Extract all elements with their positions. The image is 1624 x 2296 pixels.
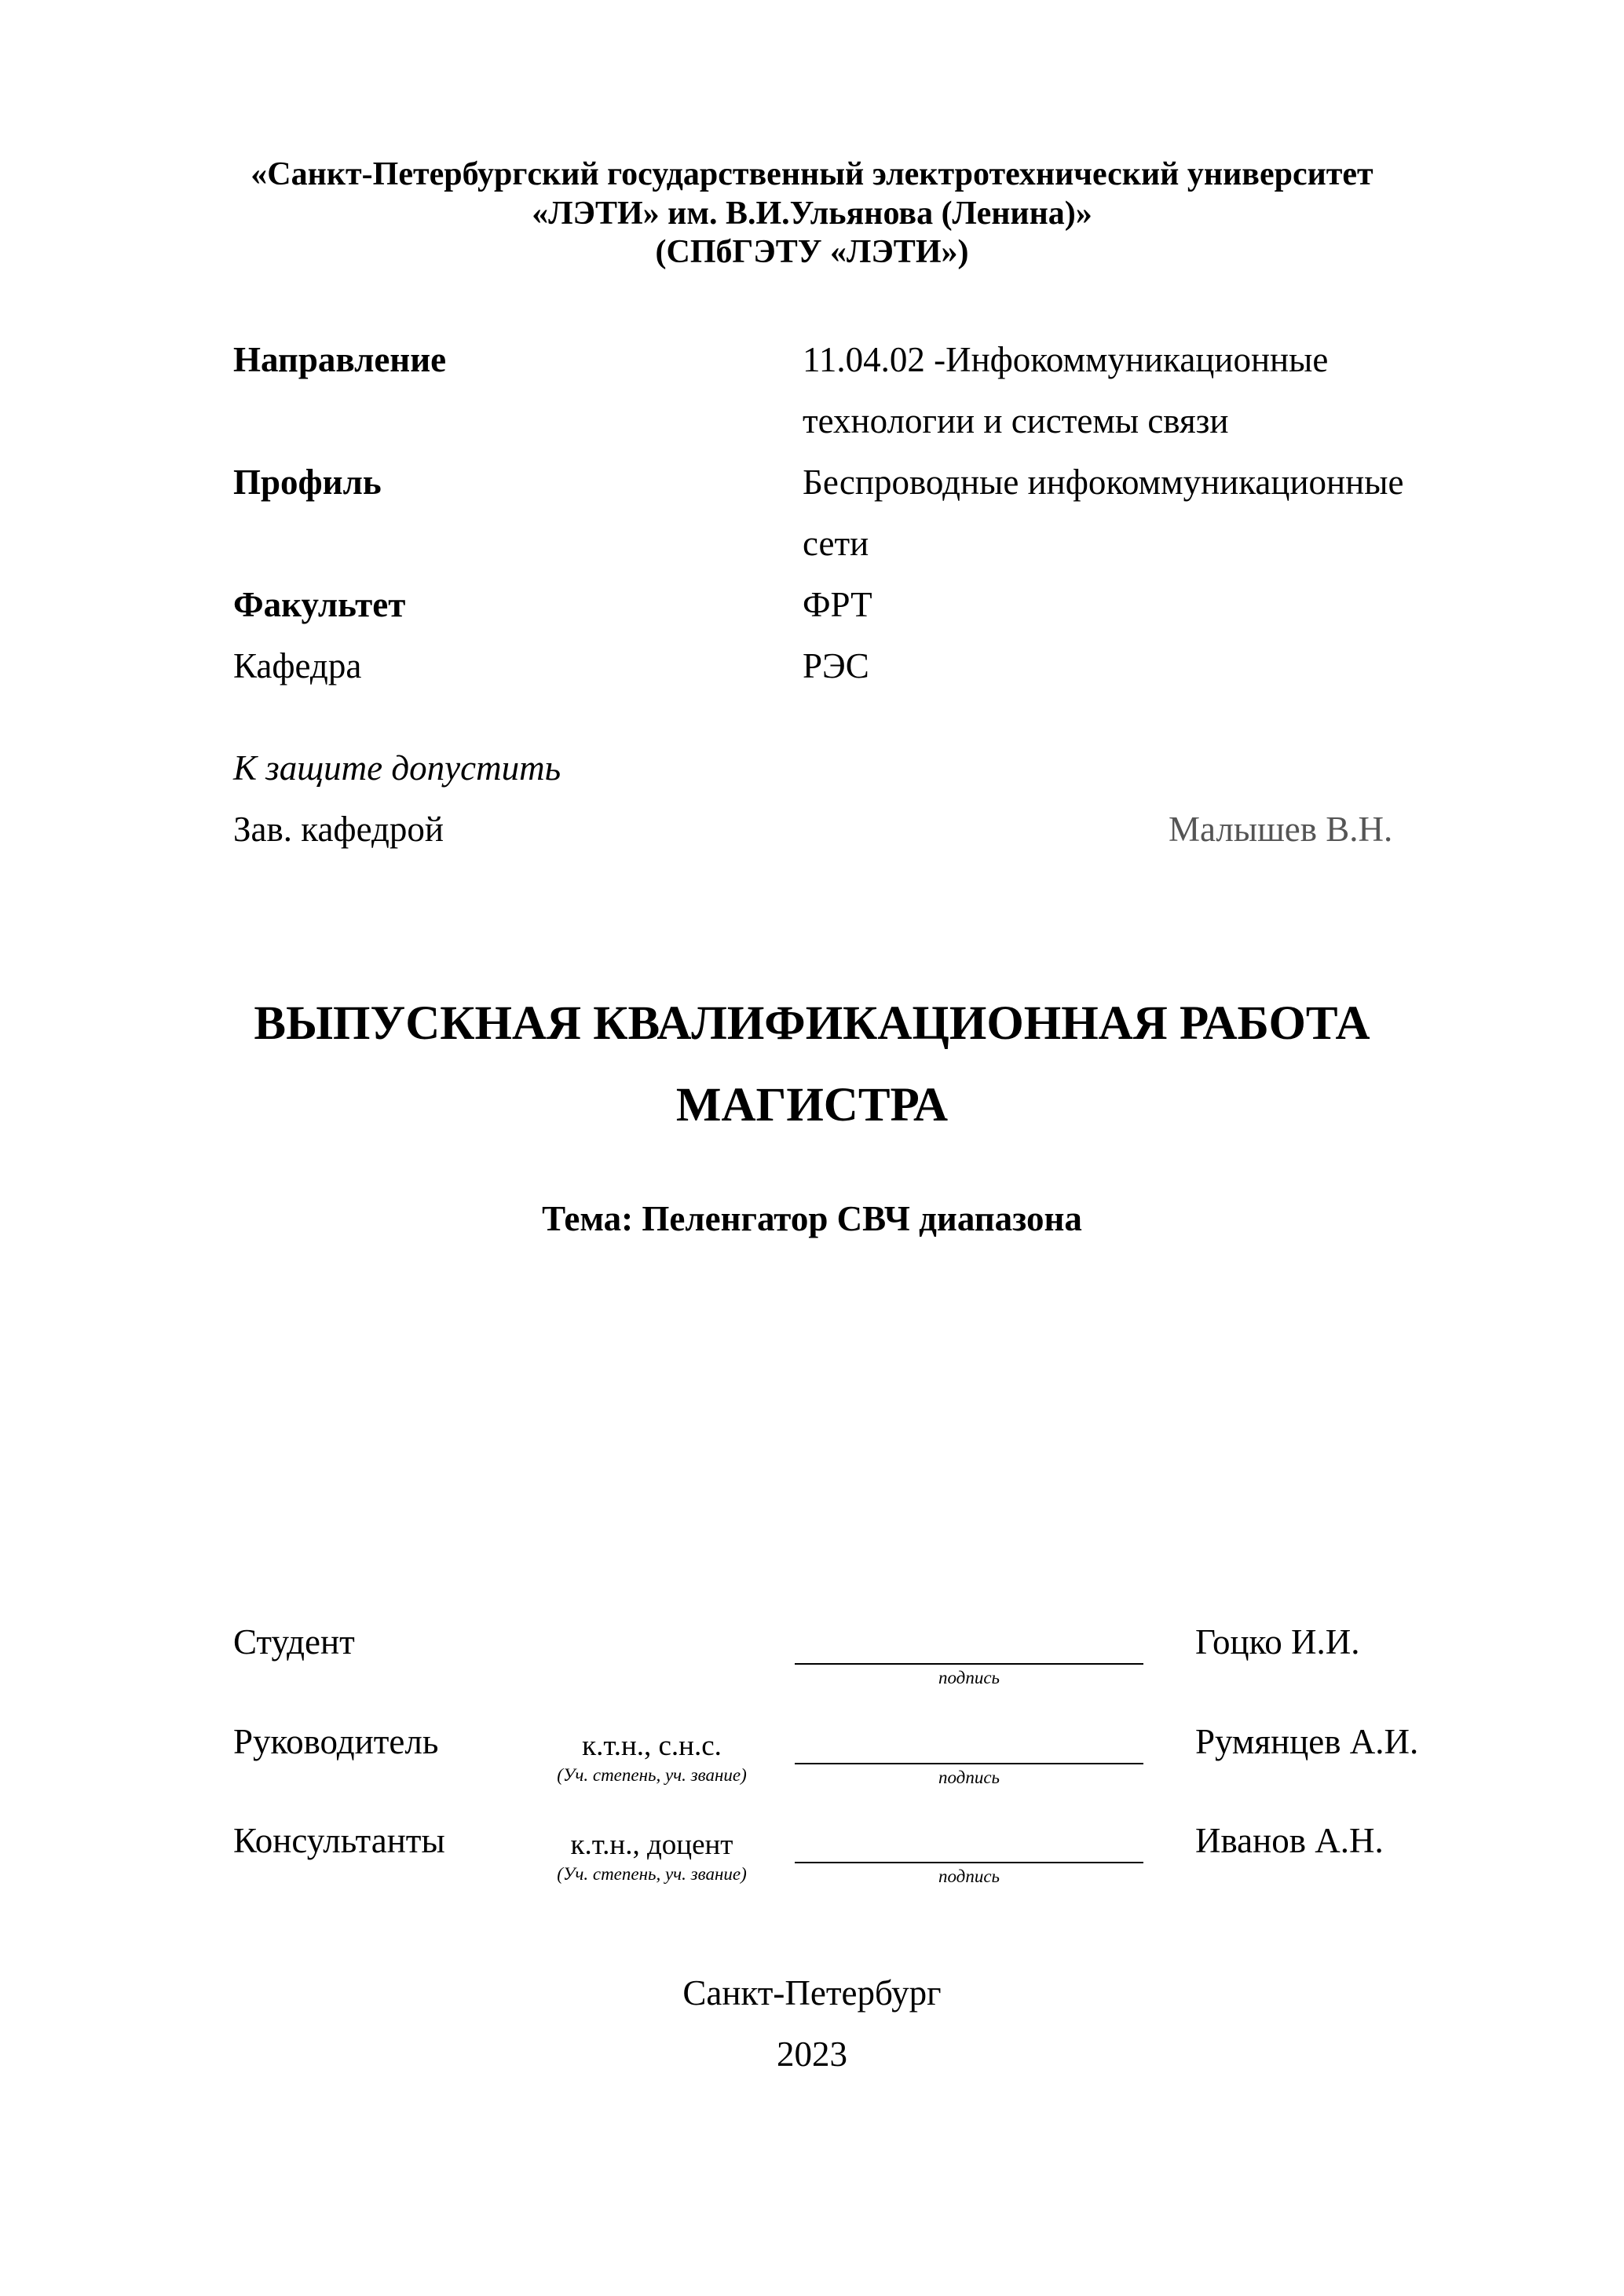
thesis-title <box>0 983 1624 1146</box>
supervisor-signature-line <box>795 1763 1143 1764</box>
consultant-signature-caption: подпись <box>938 1866 1000 1886</box>
supervisor-name: Румянцев А.И. <box>1195 1722 1419 1761</box>
consultant-degree-caption: (Уч. степень, уч. звание) <box>557 1864 747 1884</box>
direction-value-line2: технологии и системы связи <box>803 401 1229 441</box>
supervisor-signature-caption: подпись <box>938 1768 1000 1787</box>
consultant-signature-line <box>795 1862 1143 1863</box>
department-value: РЭС <box>803 646 869 686</box>
department-label: Кафедра <box>233 646 362 686</box>
student-role: Студент <box>233 1622 355 1662</box>
student-signature-line <box>795 1663 1143 1665</box>
year: 2023 <box>777 2035 847 2074</box>
university-abbreviation: (СПбГЭТУ «ЛЭТИ») <box>655 234 969 271</box>
university-name-line2: «ЛЭТИ» им. В.И.Ульянова (Ленина)» <box>532 195 1092 232</box>
profile-value-line2: сети <box>803 524 869 563</box>
university-header <box>0 155 1624 272</box>
consultant-role: Консультанты <box>233 1821 445 1860</box>
student-signature-caption: подпись <box>938 1668 1000 1687</box>
university-name-line1: «Санкт-Петербургский государственный электротехнический университет <box>251 156 1373 192</box>
supervisor-degree: к.т.н., с.н.с. <box>582 1730 722 1762</box>
faculty-label: Факультет <box>233 585 406 624</box>
city: Санкт-Петербург <box>682 1973 942 2013</box>
thesis-title-line2: МАГИСТРА <box>675 1079 949 1132</box>
thesis-topic: Тема: Пеленгатор СВЧ диапазона <box>542 1199 1082 1238</box>
direction-label: Направление <box>233 340 447 379</box>
admit-to-defense-text: К защите допустить <box>233 748 561 788</box>
consultant-degree: к.т.н., доцент <box>570 1829 733 1861</box>
student-name: Гоцко И.И. <box>1195 1622 1360 1662</box>
consultant-name: Иванов А.Н. <box>1195 1821 1384 1860</box>
head-of-department-name: Малышев В.Н. <box>1169 810 1393 849</box>
profile-label: Профиль <box>233 462 382 502</box>
profile-value-line1: Беспроводные инфокоммуникационные <box>803 462 1404 502</box>
head-of-department-label: Зав. кафедрой <box>233 810 444 849</box>
supervisor-degree-caption: (Уч. степень, уч. звание) <box>557 1765 747 1785</box>
thesis-title-line1: ВЫПУСКНАЯ КВАЛИФИКАЦИОННАЯ РАБОТА <box>254 997 1370 1050</box>
direction-value-line1: 11.04.02 -Инфокоммуникационные <box>803 340 1329 379</box>
supervisor-role: Руководитель <box>233 1722 439 1761</box>
faculty-value: ФРТ <box>803 585 872 624</box>
